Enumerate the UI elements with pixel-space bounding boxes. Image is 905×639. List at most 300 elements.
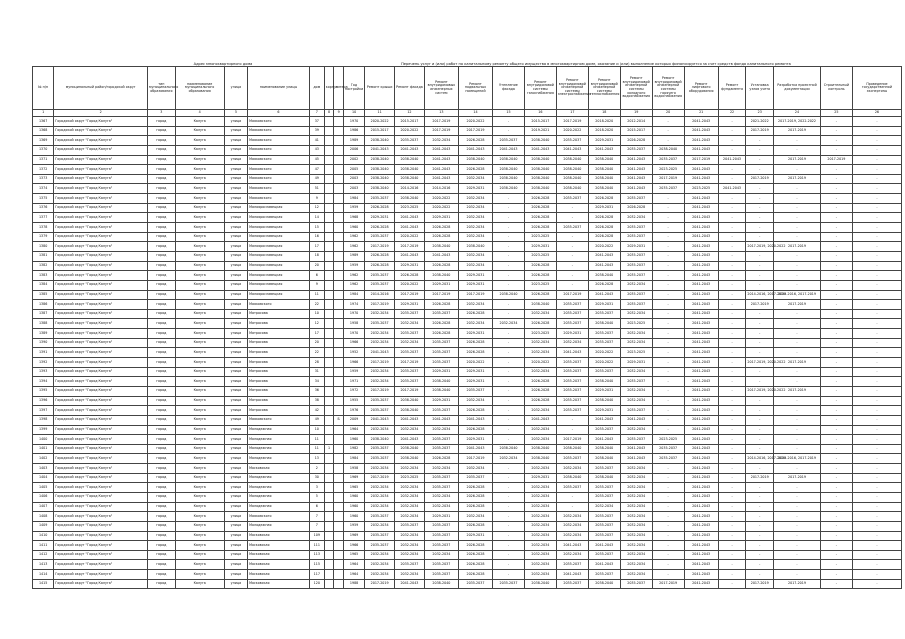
table-cell: 2032-2034 <box>524 502 556 512</box>
table-cell: 1398 <box>33 415 54 425</box>
table-cell: 2032-2034 <box>620 531 652 541</box>
table-cell: Калуга <box>175 184 224 194</box>
table-cell: 2035-2037 <box>424 483 458 493</box>
table-cell: 2032-2034 <box>524 435 556 445</box>
table-cell: улица <box>224 300 247 310</box>
table-cell <box>324 203 334 213</box>
table-cell: - <box>718 300 746 310</box>
table-cell: Молодежная <box>248 483 310 493</box>
column-number: 26 <box>852 110 901 117</box>
table-cell: 2035-2037 <box>556 194 588 204</box>
table-cell: 20 <box>309 261 324 271</box>
table-cell: 2041-2043 <box>684 261 718 271</box>
table-cell: 1982 <box>343 444 364 454</box>
table-cell: - <box>852 213 901 223</box>
table-cell: - <box>820 541 852 551</box>
table-cell: 2026-2028 <box>588 232 620 242</box>
table-cell: 49 <box>309 415 324 425</box>
table-cell: Калуга <box>175 473 224 483</box>
table-cell: - <box>774 521 821 531</box>
table-cell: Калуга <box>175 396 224 406</box>
table-cell: - <box>718 435 746 445</box>
table-row <box>33 435 902 445</box>
table-cell: 2032-2034 <box>524 560 556 570</box>
table-cell: 2029-2031 <box>458 531 492 541</box>
table-cell: 2032-2034 <box>395 541 425 551</box>
table-cell: - <box>852 338 901 348</box>
table-cell: 1411 <box>33 541 54 551</box>
table-cell: город <box>148 570 176 580</box>
column-number: 11 <box>365 110 395 117</box>
table-cell: Калуга <box>175 550 224 560</box>
table-cell: город <box>148 184 176 194</box>
table-cell: 1960 <box>343 492 364 502</box>
table-cell: Московская <box>248 570 310 580</box>
table-cell: улица <box>224 435 247 445</box>
table-cell: 2038-2040 <box>588 271 620 281</box>
table-cell: - <box>746 280 774 290</box>
table-cell: 2017-2019 <box>458 454 492 464</box>
table-cell: Калуга <box>175 174 224 184</box>
table-cell: город <box>148 155 176 165</box>
table-cell: 2035-2037 <box>365 406 395 416</box>
table-row <box>33 367 902 377</box>
table-cell: 2035-2037 <box>620 232 652 242</box>
table-cell: - <box>852 502 901 512</box>
table-cell: - <box>852 521 901 531</box>
header-row <box>33 67 902 110</box>
table-cell: 2041-2043 <box>684 444 718 454</box>
table-cell: 1399 <box>33 425 54 435</box>
table-cell: 2003 <box>343 174 364 184</box>
table-cell: - <box>820 136 852 146</box>
column-header: наименование улицы <box>248 67 310 110</box>
column-header: Проведение государственной экспертизы <box>852 67 901 110</box>
table-cell: - <box>493 309 525 319</box>
table-cell: - <box>718 541 746 551</box>
table-cell: 2018-2020 <box>588 117 620 127</box>
table-cell: 2032-2034 <box>524 464 556 474</box>
table-cell: 41 <box>309 136 324 146</box>
table-cell: 2035-2037 <box>556 454 588 464</box>
table-row <box>33 425 902 435</box>
table-cell: - <box>774 406 821 416</box>
table-cell: 2041-2043 <box>684 502 718 512</box>
table-cell: 2026-2028 <box>458 550 492 560</box>
table-cell: 2041-2043 <box>684 290 718 300</box>
table-cell: 1962 <box>343 242 364 252</box>
table-row <box>33 223 902 233</box>
table-cell: 2032-2034 <box>556 464 588 474</box>
table-cell: - <box>493 223 525 233</box>
table-cell: 2017-2019 <box>774 174 821 184</box>
table-cell: 2035-2037 <box>620 579 652 589</box>
table-cell: 1962 <box>343 280 364 290</box>
table-cell: Городской округ "Город Калуга" <box>54 117 148 127</box>
table-cell: 2017-2019, 2020-2022 <box>746 386 774 396</box>
table-cell: 1380 <box>33 242 54 252</box>
table-cell: - <box>820 521 852 531</box>
table-cell <box>334 271 344 281</box>
table-cell: Калуга <box>175 406 224 416</box>
table-cell: город <box>148 531 176 541</box>
table-cell: 2032-2034 <box>556 338 588 348</box>
table-cell: 2041-2043 <box>424 174 458 184</box>
table-cell: 2014-2016, 2017-2019 <box>746 290 774 300</box>
table-cell: 2035-2037 <box>424 435 458 445</box>
table-cell: Калуга <box>175 126 224 136</box>
table-cell: - <box>746 348 774 358</box>
table-cell: - <box>852 309 901 319</box>
table-cell: - <box>820 117 852 127</box>
column-header: Ремонт внутридомовой инженерной системы электроснабжения <box>556 67 588 110</box>
table-cell: Калуга <box>175 261 224 271</box>
table-cell: - <box>652 541 684 551</box>
table-cell: 2041-2043 <box>684 145 718 155</box>
table-cell: - <box>746 184 774 194</box>
table-cell <box>324 261 334 271</box>
table-cell: 15 <box>309 223 324 233</box>
table-cell: 2041-2043 <box>424 145 458 155</box>
table-row <box>33 348 902 358</box>
table-cell: 2026-2028 <box>458 136 492 146</box>
table-cell: - <box>718 464 746 474</box>
table-cell: 115 <box>309 560 324 570</box>
table-cell: Калуга <box>175 415 224 425</box>
table-cell <box>334 213 344 223</box>
table-row <box>33 502 902 512</box>
table-cell: - <box>852 512 901 522</box>
table-cell: город <box>148 117 176 127</box>
table-cell: 2020-2022 <box>588 348 620 358</box>
table-cell: - <box>774 502 821 512</box>
table-cell: 2041-2043 <box>684 579 718 589</box>
table-cell: Калуга <box>175 165 224 175</box>
table-cell: 1966 <box>343 541 364 551</box>
column-header: дом <box>309 67 324 110</box>
table-cell: 2041-2043 <box>395 213 425 223</box>
table-cell: город <box>148 464 176 474</box>
table-cell: 2032-2034 <box>620 338 652 348</box>
table-cell: - <box>652 550 684 560</box>
table-cell: 2032-2034 <box>395 550 425 560</box>
table-cell: Городской округ "Город Калуга" <box>54 232 148 242</box>
table-cell: 1369 <box>33 136 54 146</box>
table-cell: Московская <box>248 464 310 474</box>
table-cell: город <box>148 194 176 204</box>
column-number: 9 <box>334 110 344 117</box>
table-cell: 2035-2037 <box>652 155 684 165</box>
table-cell: город <box>148 415 176 425</box>
table-cell: - <box>774 136 821 146</box>
table-cell: 1966 <box>343 358 364 368</box>
table-cell: - <box>820 570 852 580</box>
table-cell: 1962 <box>343 232 364 242</box>
table-cell: Малоярославецкая <box>248 232 310 242</box>
table-cell: 2041-2043 <box>684 251 718 261</box>
table-cell <box>324 358 334 368</box>
table-cell: 2032-2034 <box>458 203 492 213</box>
table-cell: - <box>820 377 852 387</box>
table-cell <box>334 155 344 165</box>
table-cell: 1969 <box>343 531 364 541</box>
table-cell: - <box>718 280 746 290</box>
table-cell: - <box>746 377 774 387</box>
table-cell <box>324 531 334 541</box>
table-cell: 1971 <box>343 377 364 387</box>
table-row <box>33 117 902 127</box>
table-cell: Маяковского <box>248 174 310 184</box>
table-cell: 47 <box>309 165 324 175</box>
table-cell: 1405 <box>33 483 54 493</box>
table-cell: - <box>718 223 746 233</box>
table-cell <box>324 194 334 204</box>
table-cell: 2023-2025 <box>620 348 652 358</box>
table-cell: - <box>556 213 588 223</box>
table-cell <box>334 521 344 531</box>
table-cell: 1370 <box>33 145 54 155</box>
table-cell: 2032-2034 <box>458 261 492 271</box>
table-cell: 2023-2025 <box>652 435 684 445</box>
table-cell <box>324 435 334 445</box>
table-cell: 22 <box>309 348 324 358</box>
table-cell: Городской округ "Город Калуга" <box>54 454 148 464</box>
table-cell: 1392 <box>33 358 54 368</box>
table-cell <box>334 261 344 271</box>
table-cell: 2035-2037 <box>424 560 458 570</box>
column-header: наименование муниципального образования <box>175 67 224 110</box>
table-cell: - <box>820 473 852 483</box>
table-cell: 2017-2019 <box>424 117 458 127</box>
address-group-header: Адрес многоквартирного дома <box>193 62 253 66</box>
table-cell: улица <box>224 454 247 464</box>
table-cell: 2020-2022 <box>458 358 492 368</box>
table-cell: 2026-2028 <box>395 271 425 281</box>
table-cell: 2041-2043 <box>684 348 718 358</box>
table-cell: - <box>852 579 901 589</box>
table-cell: Городской округ "Город Калуга" <box>54 194 148 204</box>
table-cell: 45 <box>309 155 324 165</box>
table-cell: - <box>820 396 852 406</box>
table-cell: улица <box>224 348 247 358</box>
table-cell: 2041-2043 <box>620 415 652 425</box>
table-cell: - <box>493 570 525 580</box>
table-cell: 2029-2031 <box>424 213 458 223</box>
table-cell: 2026-2028 <box>458 406 492 416</box>
table-cell <box>334 464 344 474</box>
table-cell <box>334 425 344 435</box>
column-header: улица <box>224 67 247 110</box>
table-cell: Матросова <box>248 358 310 368</box>
table-cell: - <box>852 203 901 213</box>
table-cell: - <box>493 203 525 213</box>
table-cell: 1970 <box>343 117 364 127</box>
table-cell: 17 <box>309 242 324 252</box>
table-cell <box>324 309 334 319</box>
table-cell: 2017-2019 <box>458 126 492 136</box>
table-row <box>33 261 902 271</box>
table-row <box>33 155 902 165</box>
table-cell: - <box>493 242 525 252</box>
table-cell: 2035-2037 <box>424 406 458 416</box>
table-cell: 2017-2019, 2020-2022 <box>746 358 774 368</box>
table-cell: 2035-2037 <box>395 329 425 339</box>
table-cell: 11 <box>309 435 324 445</box>
table-cell: 2032-2034 <box>458 396 492 406</box>
table-cell: 2020-2022 <box>458 117 492 127</box>
table-cell: 2026-2028 <box>588 223 620 233</box>
table-cell: - <box>852 454 901 464</box>
table-cell: - <box>820 280 852 290</box>
table-row <box>33 454 902 464</box>
table-cell: 16 <box>309 232 324 242</box>
table-cell: 2032-2034 <box>395 531 425 541</box>
table-cell: 2041-2043 <box>684 492 718 502</box>
table-cell: 2003 <box>343 184 364 194</box>
table-cell: 1408 <box>33 512 54 522</box>
table-cell: 3 <box>309 483 324 493</box>
table-cell: Городской округ "Город Калуга" <box>54 319 148 329</box>
table-cell: 2032-2034 <box>458 512 492 522</box>
column-number: 23 <box>746 110 774 117</box>
table-cell: - <box>652 232 684 242</box>
table-cell: 1379 <box>33 232 54 242</box>
table-cell: - <box>852 174 901 184</box>
table-cell <box>334 406 344 416</box>
table-cell: 31 <box>309 367 324 377</box>
table-cell: 2014-2016 <box>424 184 458 194</box>
table-cell: 2032-2034 <box>620 483 652 493</box>
table-cell: 11 <box>309 444 324 454</box>
table-cell: - <box>852 319 901 329</box>
table-cell: - <box>493 300 525 310</box>
column-number: 18 <box>588 110 620 117</box>
table-cell <box>324 406 334 416</box>
table-cell: 2041-2043 <box>424 155 458 165</box>
table-cell: 2017-2019 <box>774 386 821 396</box>
table-cell: улица <box>224 492 247 502</box>
table-cell <box>324 165 334 175</box>
table-cell: 2035-2037 <box>556 136 588 146</box>
column-number: 5 <box>224 110 247 117</box>
table-cell: 2038-2040 <box>493 155 525 165</box>
table-cell: Городской округ "Город Калуга" <box>54 464 148 474</box>
table-cell: 2035-2037 <box>424 521 458 531</box>
table-cell: 2020-2022 <box>424 203 458 213</box>
table-cell: город <box>148 560 176 570</box>
table-cell: 2035-2037 <box>365 454 395 464</box>
table-cell: 2032-2034 <box>458 223 492 233</box>
table-cell: - <box>820 251 852 261</box>
table-cell: Калуга <box>175 570 224 580</box>
table-cell <box>334 579 344 589</box>
table-cell: 1962 <box>343 271 364 281</box>
table-cell: 2026-2028 <box>424 261 458 271</box>
table-cell: 2032-2034 <box>620 386 652 396</box>
table-cell: 2032-2034 <box>424 492 458 502</box>
table-cell <box>334 242 344 252</box>
table-cell: Калуга <box>175 251 224 261</box>
table-cell: 1966 <box>343 338 364 348</box>
table-cell: 2038-2040 <box>556 165 588 175</box>
table-cell: - <box>852 464 901 474</box>
table-cell: 2041-2043 <box>684 570 718 580</box>
table-cell: 2038-2040 <box>493 184 525 194</box>
table-cell: 1964 <box>343 560 364 570</box>
table-cell: - <box>852 415 901 425</box>
table-cell: Городской округ "Город Калуга" <box>54 213 148 223</box>
table-cell: 2041-2043 <box>524 415 556 425</box>
table-cell: 2041-2043 <box>684 415 718 425</box>
table-cell: улица <box>224 367 247 377</box>
table-cell: - <box>774 512 821 522</box>
table-cell: 10 <box>309 309 324 319</box>
table-cell: 2041-2043 <box>556 570 588 580</box>
table-cell: 111 <box>309 541 324 551</box>
table-cell: улица <box>224 425 247 435</box>
table-cell: - <box>746 194 774 204</box>
table-cell: 2032-2034 <box>524 483 556 493</box>
table-row <box>33 531 902 541</box>
table-cell: 51 <box>309 184 324 194</box>
table-cell: 2017-2019 <box>365 386 395 396</box>
table-cell: 2017-2019 <box>652 579 684 589</box>
table-cell: Городской округ "Город Калуга" <box>54 541 148 551</box>
table-cell: - <box>652 396 684 406</box>
column-header: Ремонт внутридомовых инженерных систем <box>424 67 458 110</box>
table-cell: Городской округ "Город Калуга" <box>54 338 148 348</box>
table-cell: 2032-2034 <box>458 251 492 261</box>
table-cell: 2032-2034 <box>556 521 588 531</box>
table-cell: 2014-2016 <box>395 184 425 194</box>
table-cell: улица <box>224 483 247 493</box>
table-cell: 2035-2037 <box>652 184 684 194</box>
table-cell: 117 <box>309 570 324 580</box>
table-cell: - <box>652 348 684 358</box>
table-cell: 2029-2031 <box>424 280 458 290</box>
table-cell: 2026-2028 <box>424 223 458 233</box>
table-cell: Калуга <box>175 367 224 377</box>
table-cell: 2035-2037 <box>395 348 425 358</box>
table-row <box>33 232 902 242</box>
table-cell: - <box>718 386 746 396</box>
table-cell: Калуга <box>175 425 224 435</box>
table-cell: 2038-2040 <box>588 454 620 464</box>
table-cell: 2038-2040 <box>556 184 588 194</box>
table-cell: Городской округ "Город Калуга" <box>54 309 148 319</box>
table-cell: 2002 <box>343 155 364 165</box>
table-cell: улица <box>224 290 247 300</box>
table-cell: 7 <box>309 521 324 531</box>
table-cell <box>324 242 334 252</box>
column-number: 10 <box>343 110 364 117</box>
table-cell: - <box>852 251 901 261</box>
table-cell: 1401 <box>33 444 54 454</box>
table-cell: - <box>718 406 746 416</box>
table-cell <box>334 377 344 387</box>
table-cell: - <box>820 319 852 329</box>
table-cell: 2038-2040 <box>524 174 556 184</box>
table-cell: 2029-2031 <box>588 406 620 416</box>
table-cell: - <box>774 232 821 242</box>
table-cell: город <box>148 386 176 396</box>
table-cell: - <box>652 136 684 146</box>
table-cell <box>324 223 334 233</box>
table-cell: 2026-2028 <box>424 300 458 310</box>
table-cell: - <box>718 251 746 261</box>
table-cell: 2017-2019 <box>684 155 718 165</box>
table-cell: - <box>718 290 746 300</box>
